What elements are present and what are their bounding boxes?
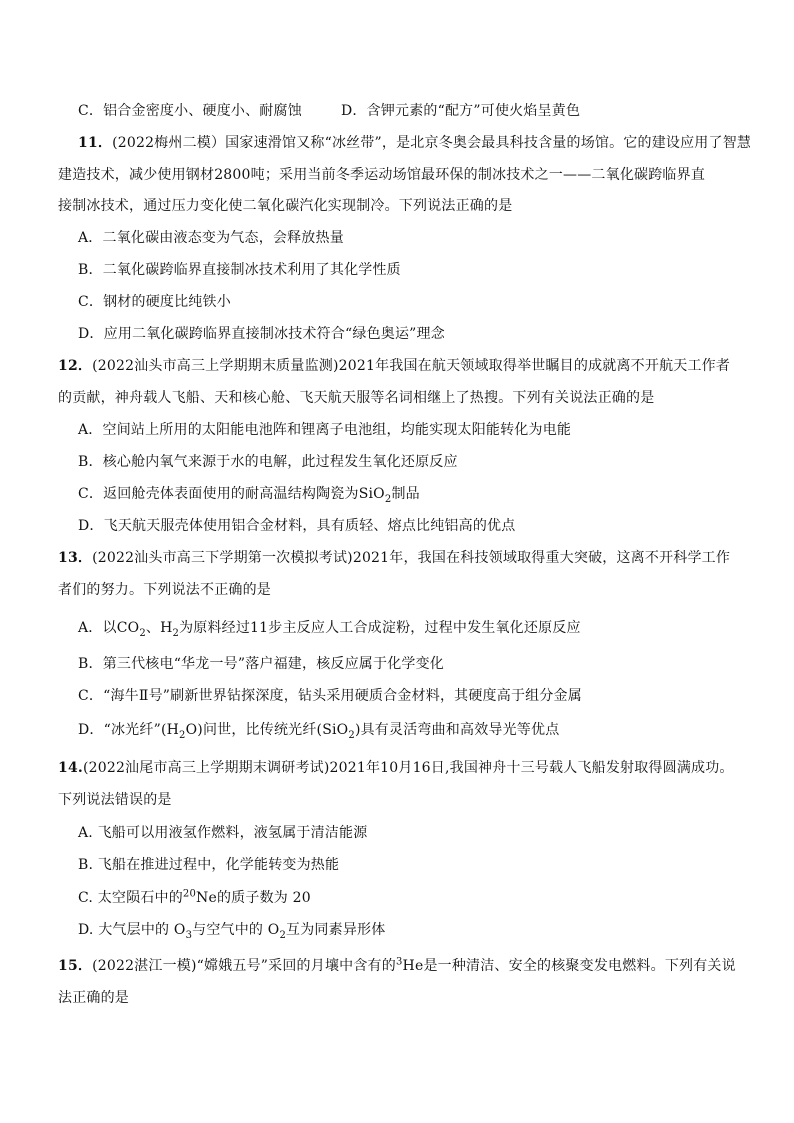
- q14-stem-1: (2022汕尾市高三上学期期末调研考试)2021年10月16日,我国神舟十三号载人飞船发射取得圆满成功。: [82, 760, 734, 776]
- q14-stem-line-2: 下列说法错误的是: [58, 792, 172, 808]
- q13-option-d-mid: )问世，比传统光纤(: [197, 722, 323, 738]
- q11-option-c: C．钢材的硬度比纯铁小: [78, 294, 231, 310]
- q14-option-d-tail: 互为同素异形体: [286, 922, 386, 938]
- q10-option-d: D．含钾元素的“配方”可使火焰呈黄色: [341, 103, 581, 119]
- q11-stem-line-2: 建造技术，减少使用钢材2800吨；采用当前冬季运动场馆最环保的制冰技术之一——二氧化碳跨临界直: [58, 167, 706, 183]
- formula-subscript: 2: [139, 627, 146, 639]
- q13-stem-line-1: [58, 548, 730, 568]
- q14-option-d: [78, 920, 385, 940]
- q14-option-c-text: C. 太空陨石中的: [78, 890, 183, 906]
- q14-number: 14.: [58, 760, 83, 776]
- formula-sio2: [322, 722, 355, 741]
- q11-source: (2022梅州二模: [112, 135, 211, 151]
- formula-h2: [160, 620, 180, 639]
- q13-stem-1: (2022汕头市高三下学期第一次模拟考试)2021年，我国在科技领域取得重大突破，这离不开科学工作: [92, 550, 731, 566]
- q13-option-d-text: D．“冰光纤”(: [78, 722, 167, 738]
- q12-option-c: [78, 484, 420, 504]
- q14-option-a: A. 飞船可以用液氢作燃料，液氢属于清洁能源: [78, 825, 368, 841]
- q15-stem-1: (2022湛江一模)“嫦娥五号”采回的月壤中含有的: [92, 958, 396, 974]
- formula-h2o: [166, 722, 198, 741]
- formula-text: H: [160, 620, 173, 636]
- q14-option-c-tail: 的质子数为 20: [216, 890, 311, 906]
- q11-option-a: A．二氧化碳由液态变为气态，会释放热量: [78, 230, 344, 246]
- q13-stem-line-2: 者们的努力。下列说法不正确的是: [58, 582, 271, 598]
- q13-number: 13．: [58, 550, 93, 566]
- q14-stem-line-1: [58, 758, 734, 778]
- q12-option-c-tail: 制品: [391, 486, 420, 502]
- q10-option-c: C．铝合金密度小、硬度小、耐腐蚀: [78, 103, 302, 119]
- q12-formula-sio2: [358, 486, 392, 505]
- formula-text: CO: [116, 620, 140, 636]
- q11-number: 11．: [78, 135, 113, 151]
- q13-option-d-tail: )具有灵活弯曲和高效导光等优点: [354, 722, 560, 738]
- q14-option-d-mid: 与空气中的 O: [192, 922, 280, 938]
- formula-text: SiO: [358, 486, 385, 502]
- q12-option-b: B．核心舱内氧气来源于水的电解，此过程发生氧化还原反应: [78, 454, 458, 470]
- formula-subscript: 2: [384, 493, 392, 505]
- q12-stem-line-1: [58, 356, 730, 376]
- separator: 、: [145, 620, 161, 636]
- q10-options-row: [78, 101, 580, 121]
- isotope-he3: [396, 958, 423, 974]
- formula-subscript: 2: [172, 627, 180, 639]
- formula-subscript: 2: [348, 729, 355, 741]
- element-symbol: He: [402, 958, 424, 974]
- q11-stem-1: ）国家速滑馆又称“冰丝带”，是北京冬奥会最具科技含量的场馆。它的建设应用了智慧: [210, 135, 752, 151]
- formula-subscript: 2: [179, 729, 186, 741]
- q12-option-d: D．飞天航天服壳体使用铝合金材料，具有质轻、熔点比纯铝高的优点: [78, 518, 516, 534]
- q11-stem-line-3: 接制冰技术，通过压力变化使二氧化碳汽化实现制冷。下列说法正确的是: [58, 198, 513, 214]
- q12-option-c-text: C．返回舱壳体表面使用的耐高温结构陶瓷为: [78, 486, 359, 502]
- isotope-mass-number: 20: [182, 888, 197, 900]
- formula-text: H: [166, 722, 180, 738]
- formula-subscript: 2: [279, 929, 287, 941]
- q11-option-d: D．应用二氧化碳跨临界直接制冰技术符合“绿色奥运”理念: [78, 326, 445, 342]
- q15-number: 15．: [58, 958, 93, 974]
- q12-stem-1: (2022汕头市高三上学期期末质量监测)2021年我国在航天领域取得举世瞩目的成就离不开航天工作者: [92, 358, 731, 374]
- q11-option-b: B．二氧化碳跨临界直接制冰技术利用了其化学性质: [78, 262, 401, 278]
- q12-number: 12．: [58, 358, 93, 374]
- q15-stem-line-1: [58, 956, 736, 976]
- q13-option-d: [78, 720, 559, 740]
- q12-stem-line-2: 的贡献，神舟载人飞船、天和核心舱、飞天航天服等名词相继上了热搜。下列有关说法正确的是: [58, 390, 655, 406]
- q13-option-a: [78, 618, 581, 638]
- formula-co2: [116, 620, 146, 639]
- q13-option-a-text: A．以: [78, 620, 117, 636]
- q13-option-a-tail: 为原料经过11步主反应人工合成淀粉，过程中发生氧化还原反应: [179, 620, 581, 636]
- q14-option-b: B. 飞船在推进过程中，化学能转变为热能: [78, 857, 340, 873]
- q13-option-b: B．第三代核电“华龙一号”落户福建，核反应属于化学变化: [78, 656, 445, 672]
- formula-text: O: [185, 722, 198, 738]
- isotope-mass-number: 3: [395, 956, 403, 968]
- q15-stem-line-2: 法正确的是: [58, 990, 129, 1006]
- element-symbol: Ne: [196, 890, 217, 906]
- q14-option-c: [78, 888, 311, 908]
- q11-stem-line-1: [78, 133, 751, 153]
- formula-subscript: 3: [185, 929, 193, 941]
- q13-option-c: C．“海牛Ⅱ号”刷新世界钻探深度，钻头采用硬质合金材料，其硬度高于组分金属: [78, 688, 582, 704]
- formula-text: SiO: [322, 722, 349, 738]
- isotope-ne20: [183, 890, 217, 906]
- q15-stem-1-tail: 是一种清洁、安全的核聚变发电燃料。下列有关说: [423, 958, 736, 974]
- q14-option-d-text: D. 大气层中的 O: [78, 922, 186, 938]
- q12-option-a: A．空间站上所用的太阳能电池阵和锂离子电池组，均能实现太阳能转化为电能: [78, 422, 572, 438]
